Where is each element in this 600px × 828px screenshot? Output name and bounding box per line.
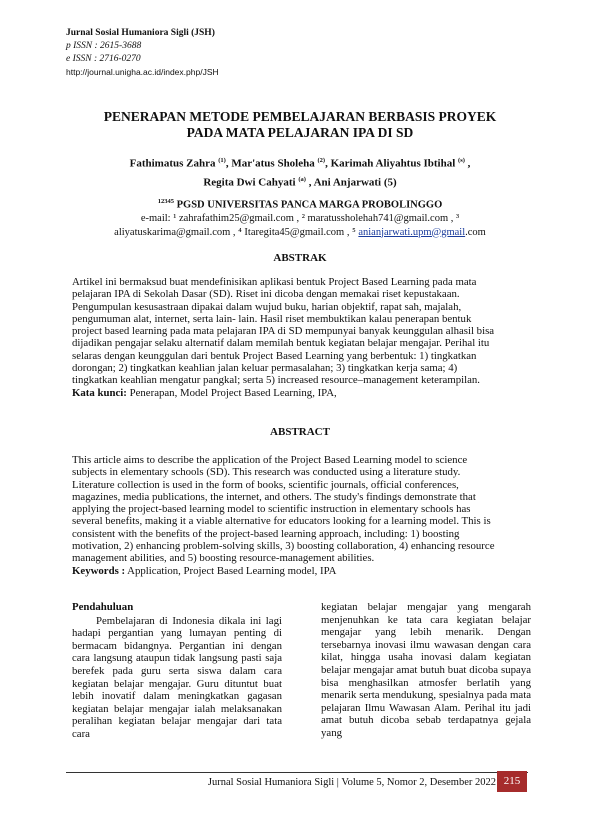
abstrak-line: Pengumpulan kesusastraan dipakai dalam wujud buku, harian objektif, rapat sah, majalah, xyxy=(72,300,462,313)
affiliation xyxy=(60,195,540,239)
abstract-line: magazines, media publications, the internet, and others. The study's findings demonstrate that xyxy=(72,490,476,503)
page-number: 215 xyxy=(497,771,527,792)
body-paragraph-left: Pembelajaran di Indonesia dikala ini lagi hadapi pergantian yang lumayan penting di bermacam bidangnya. Pergantian ini dengan cara langsung ataupun tidak langsung pasti saja berefek pada guru serta siswa dalam cara kegiatan belajar mengajar. Guru dituntut buat lebih inovatif dalam meningkatkan gagasan kegiatan belajar mengajar ialah melaksanakan peralihan kegiatan belajar mengajar dari tata cara xyxy=(72,614,282,740)
journal-name: Jurnal Sosial Humaniora Sigli (JSH) xyxy=(66,28,215,38)
journal-header xyxy=(66,27,219,79)
abstrak-line: pelajaran IPA di Sekolah Dasar (SD). Riset ini dicoba dengan memakai riset kepustakaan. xyxy=(72,288,460,301)
author-4-mark: (a) xyxy=(298,175,306,183)
abstract-line: several benefits, making it a viable alternative for educators looking for a learning model. This is xyxy=(72,515,491,528)
emails-line-2 xyxy=(60,226,540,240)
email-link[interactable]: anianjarwati.upm@gmail xyxy=(358,226,466,238)
author-2-mark: (2) xyxy=(317,157,326,164)
abstrak-line: selaras dengan keunggulan dari bentuk Project Based Learning yang berbentuk: 1) tingkatkan xyxy=(72,349,477,362)
footer-text: Jurnal Sosial Humaniora Sigli | Volume 5, Nomor 2, Desember 2022 xyxy=(207,777,496,788)
abstract-line: motivation, 2) enhancing problem-solving skills, 3) boosting collaboration, 4) enhancing resource xyxy=(72,540,495,553)
abstrak-heading: ABSTRAK xyxy=(273,252,327,264)
authors-line-1 xyxy=(60,153,540,172)
affil-mark: 12345 xyxy=(157,198,174,205)
abstrak-line: dijadikan pengajar selaku alternatif dalam memilah bentuk kegiatan belajar mengajar. Perihal itu xyxy=(72,337,490,350)
email-link-end: .com xyxy=(465,226,486,238)
author-list xyxy=(60,153,540,190)
author-2: , Mar'atus Sholeha xyxy=(225,157,315,170)
author-1: Fathimatus Zahra xyxy=(129,157,216,170)
section-heading: Pendahuluan xyxy=(72,601,134,613)
paper-title xyxy=(60,109,540,141)
kata-kunci-label: Kata kunci: xyxy=(72,387,127,399)
eissn: e ISSN : 2716-0270 xyxy=(66,54,141,64)
abstrak-line: dorongan; 2) tingkatkan keahlian jalan keluar permasalahan; 3) tingkatkan kerja sama; 4) xyxy=(72,362,458,375)
abstrak-line: pengumuman alat, internet, serta lain- lain. Hasil riset membuktikan kalau penerapan bentuk xyxy=(72,312,472,325)
authors-line-2 xyxy=(60,172,540,191)
abstract-line: applying the project-based learning model to scientific instruction in elementary schools has xyxy=(72,503,471,516)
university-name: PGSD UNIVERSITAS PANCA MARGA PROBOLINGGO xyxy=(173,199,443,211)
body-column-right xyxy=(321,601,531,740)
body-column-left xyxy=(72,601,282,741)
author-5: , Ani Anjarwati (5) xyxy=(305,176,397,189)
kata-kunci-value: Penerapan, Model Project Based Learning, IPA, xyxy=(126,387,337,399)
emails-line-1: e-mail: ¹ zahrafathim25@gmail.com , ² maratussholehah741@gmail.com , ³ xyxy=(140,213,460,224)
abstrak-text xyxy=(72,276,532,387)
abstrak-line: Artikel ini bermaksud buat mendefinisikan aplikasi bentuk Project Based Learning pada mata xyxy=(72,276,477,288)
emails-part: aliyatuskarima@gmail.com , ⁴ Itaregita45@gmail.com , ⁵ xyxy=(114,226,359,238)
abstract-text xyxy=(72,454,532,565)
abstract-line: subjects in elementary schools (SD). This research was conducted using a literature study. xyxy=(72,466,461,479)
body-paragraph-right: kegiatan belajar mengajar yang mengarah menjenuhkan ke tata cara kegiatan belajar mengajar yang lebih menarik. Dengan tersebarnya inovasi ilmu wawasan dengan cara kilat, hingga usaha inovasi dalam kegiatan belajar mengajar amat butuh buat dicoba supaya bisa menghasilkan atmosfer berlatih yang menarik serta mendukung, spesialnya pada mata pelajaran Ilmu Wawasan Alam. Perihal itu jadi amat butuh dicoba sebab terdapatnya gejala yang xyxy=(321,601,531,739)
abstract-line: management abilities, and 5) boosting resource-management abilities. xyxy=(72,552,375,565)
kata-kunci xyxy=(72,387,532,399)
abstrak-line: project based learning pada mata pelajaran IPA di SD mempunyai banyak keunggulan alhasil bisa xyxy=(72,325,495,338)
abstract-line: consistent with the benefits of the project-based learning approach, including: 1) boosting xyxy=(72,527,460,540)
abstract-heading: ABSTRACT xyxy=(270,426,330,438)
journal-url[interactable]: http://journal.unigha.ac.id/index.php/JSH xyxy=(66,67,219,77)
pissn: p ISSN : 2615-3688 xyxy=(66,41,142,51)
university xyxy=(60,195,540,212)
title-line-2: PADA MATA PELAJARAN IPA DI SD xyxy=(186,125,414,140)
author-4: Regita Dwi Cahyati xyxy=(203,176,296,189)
authors-line-1-end: , xyxy=(464,157,471,170)
author-3-mark: (s) xyxy=(458,157,465,164)
abstract-line: Literature collection is used in the form of books, scientific journals, official conferences, xyxy=(72,478,459,491)
author-3: , Karimah Aliyahtus Ibtihal xyxy=(325,157,456,170)
abstrak-line: tingkatkan keahlian mengatur pangkal; serta 5) increased resource–management keterampilan. xyxy=(72,374,481,387)
abstract-line: This article aims to describe the application of the Project Based Learning model to science xyxy=(72,454,468,466)
keywords-label: Keywords : xyxy=(72,565,126,577)
keywords-value: Application, Project Based Learning model, IPA xyxy=(125,565,337,577)
keywords xyxy=(72,565,532,577)
author-1-mark: (1) xyxy=(218,157,226,164)
title-line-1: PENERAPAN METODE PEMBELAJARAN BERBASIS PROYEK xyxy=(103,109,497,124)
